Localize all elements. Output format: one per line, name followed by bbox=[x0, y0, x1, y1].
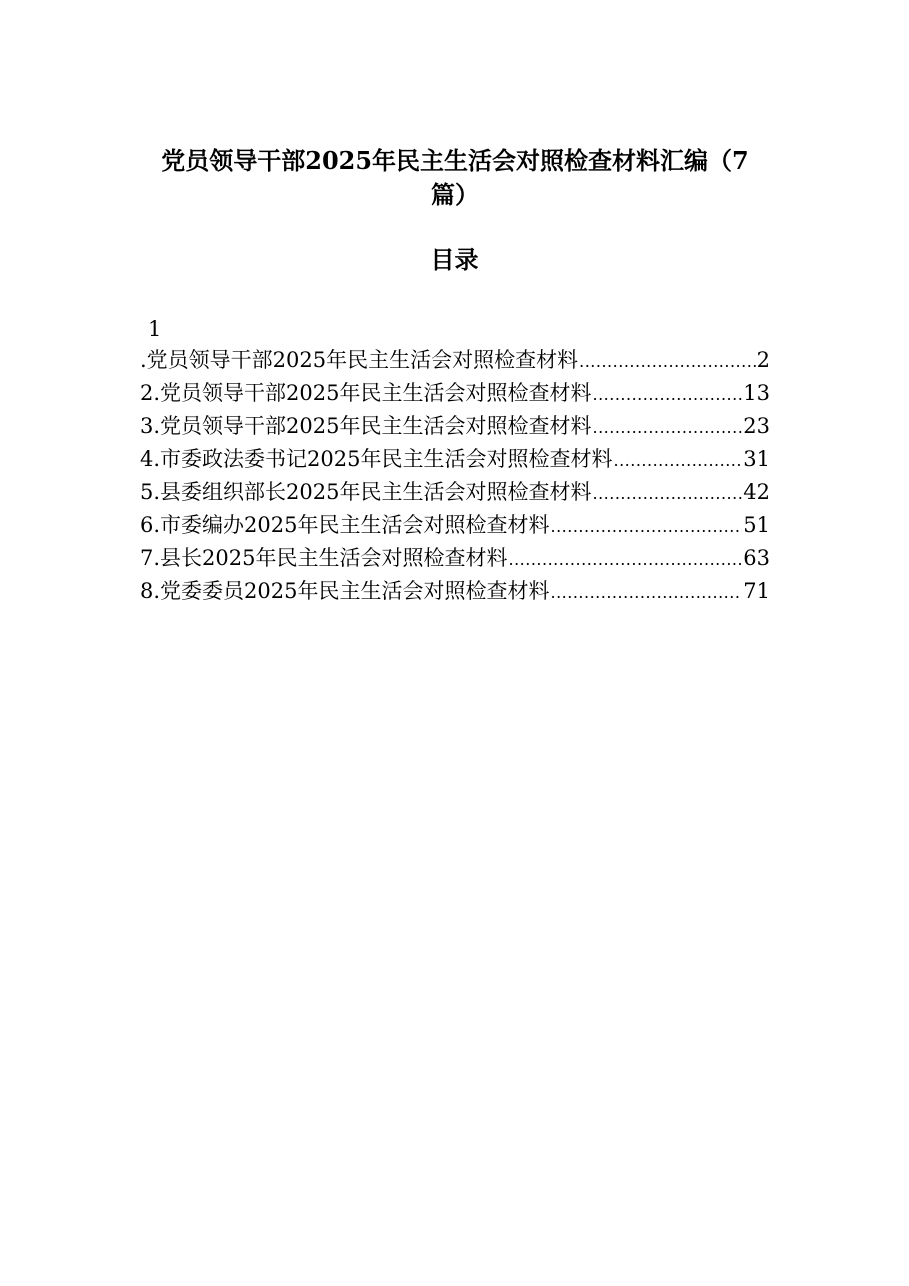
toc-entry-title: 7.县长2025年民主生活会对照检查材料 bbox=[140, 546, 508, 570]
toc-entry-page: 13 bbox=[743, 381, 770, 405]
toc-entry-page: 42 bbox=[743, 480, 770, 504]
toc-entry-title: .党员领导干部2025年民主生活会对照检查材料 bbox=[140, 348, 579, 372]
toc-dot-leader bbox=[508, 543, 742, 576]
toc-heading: 目录 bbox=[430, 245, 479, 274]
toc-entry-page: 2 bbox=[756, 348, 770, 372]
toc-entry-title: 8.党委委员2025年民主生活会对照检查材料 bbox=[140, 579, 550, 603]
toc-dot-leader bbox=[550, 576, 742, 609]
toc-dot-leader bbox=[579, 345, 756, 378]
toc-entry[interactable] bbox=[140, 443, 770, 476]
toc-entry-title: 5.县委组织部长2025年民主生活会对照检查材料 bbox=[140, 480, 592, 504]
toc-entry[interactable] bbox=[140, 344, 770, 377]
toc-entry-title: 2.党员领导干部2025年民主生活会对照检查材料 bbox=[140, 381, 592, 405]
toc-entry-page: 63 bbox=[743, 546, 770, 570]
document-title-line-2: 篇） bbox=[431, 180, 479, 209]
toc-entry-page: 51 bbox=[743, 513, 770, 537]
toc-dot-leader bbox=[550, 510, 742, 543]
toc-dot-leader bbox=[592, 378, 742, 411]
document-title-line-1: 党员领导干部2025年民主生活会对照检查材料汇编（7 bbox=[161, 146, 749, 175]
toc-dot-leader bbox=[613, 444, 742, 477]
toc-dot-leader bbox=[592, 411, 742, 444]
toc-entry-page: 71 bbox=[743, 579, 770, 603]
toc-entry[interactable] bbox=[140, 476, 770, 509]
table-of-contents bbox=[140, 344, 770, 608]
toc-entry[interactable] bbox=[140, 542, 770, 575]
toc-entry[interactable] bbox=[140, 509, 770, 542]
toc-dot-leader bbox=[592, 477, 742, 510]
toc-entry-title: 3.党员领导干部2025年民主生活会对照检查材料 bbox=[140, 414, 592, 438]
toc-entry[interactable] bbox=[140, 410, 770, 443]
toc-entry[interactable] bbox=[140, 377, 770, 410]
toc-entry-title: 4.市委政法委书记2025年民主生活会对照检查材料 bbox=[140, 447, 613, 471]
toc-entry-page: 31 bbox=[743, 447, 770, 471]
toc-stray-number: 1 bbox=[148, 317, 162, 341]
toc-entry-title: 6.市委编办2025年民主生活会对照检查材料 bbox=[140, 513, 550, 537]
document-title bbox=[150, 144, 760, 212]
toc-entry-page: 23 bbox=[743, 414, 770, 438]
toc-entry[interactable] bbox=[140, 575, 770, 608]
